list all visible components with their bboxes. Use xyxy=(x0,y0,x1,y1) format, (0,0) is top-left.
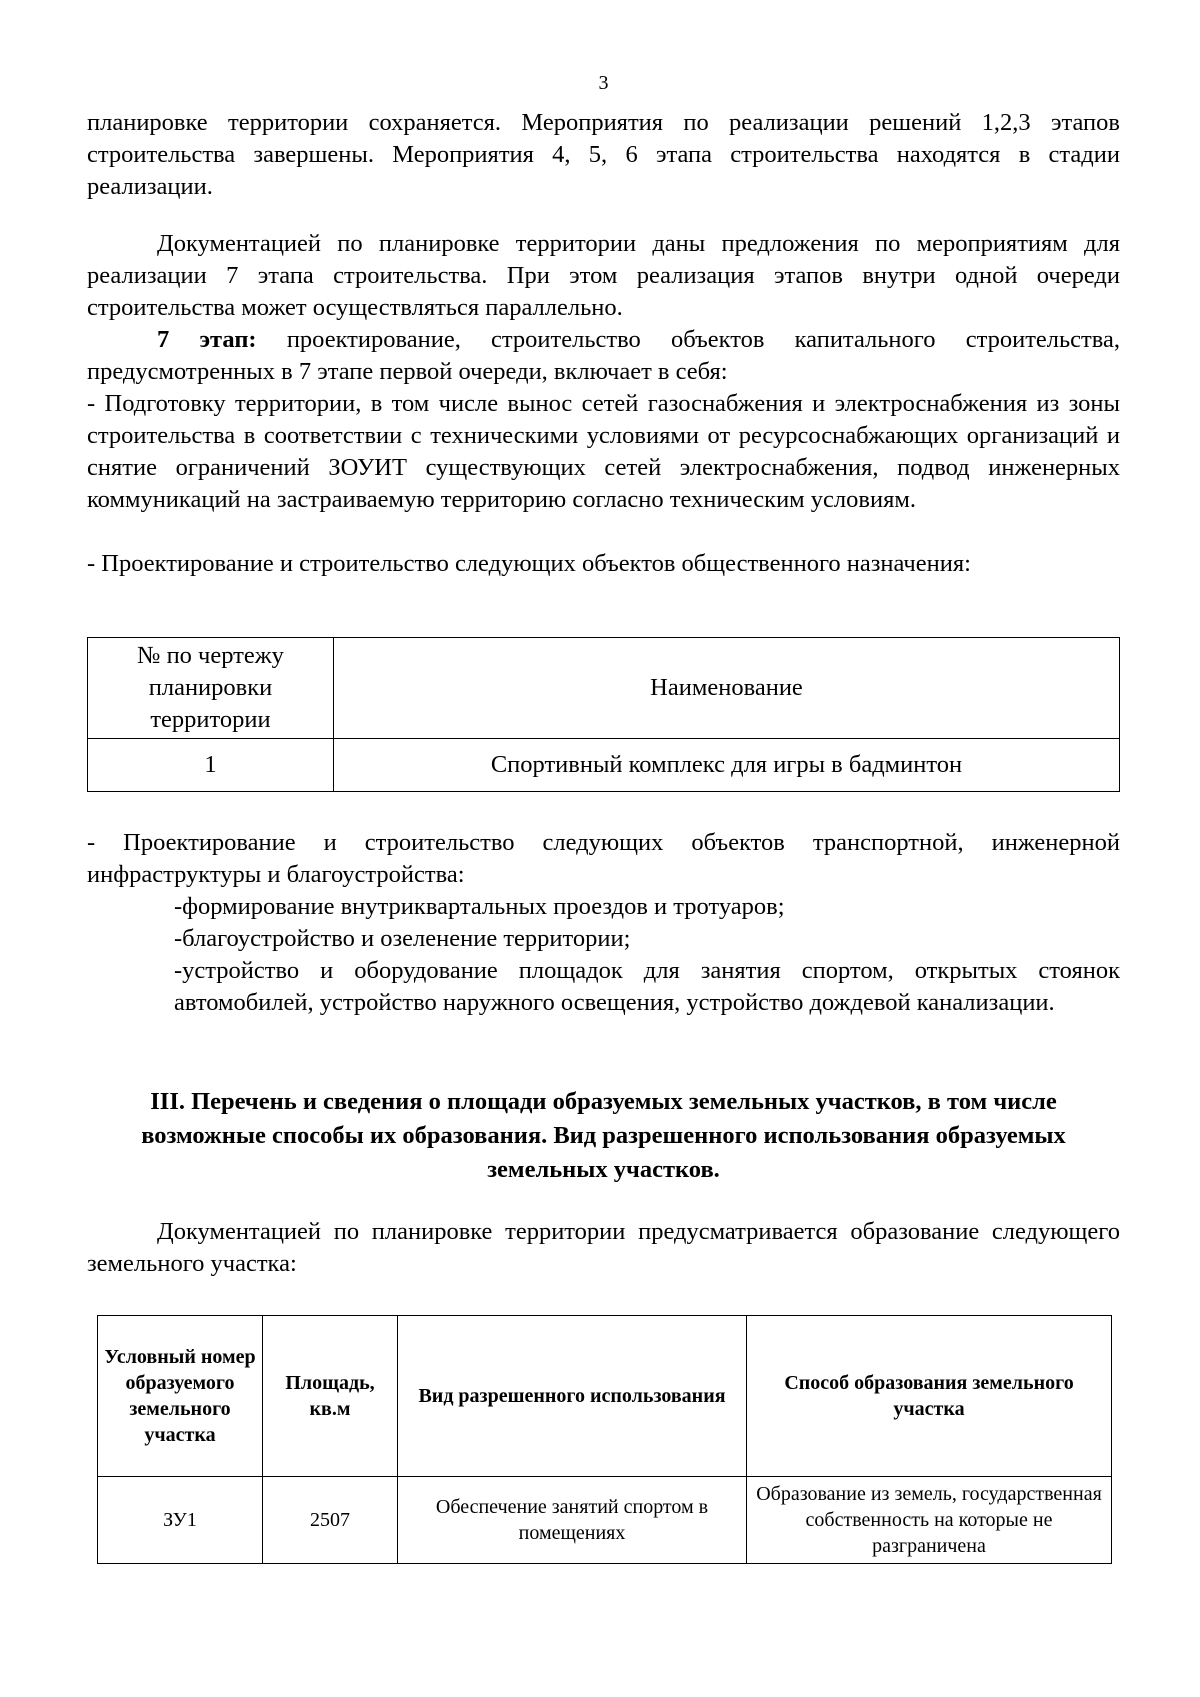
stage7-paragraph xyxy=(87,324,1120,388)
table-header-row xyxy=(88,638,1120,739)
table-cell-area: 2507 xyxy=(263,1477,398,1564)
sub-item-sports-grounds: -устройство и оборудование площадок для занятия спортом, открытых стоянок автомобилей, устройство наружного освещения, устройство дождевой канализации. xyxy=(174,957,1120,1016)
sub-item-landscaping: -благоустройство и озеленение территории; xyxy=(174,925,631,952)
table-cell-name: Спортивный комплекс для игры в бадминтон xyxy=(334,739,1120,792)
bullet-public-objects: - Проектирование и строительство следующих объектов общественного назначения: xyxy=(87,550,971,577)
table-cell-plot-number: ЗУ1 xyxy=(98,1477,263,1564)
table-cell-number: 1 xyxy=(88,739,334,792)
paragraph-3: Документацией по планировке территории предусматривается образование следующего земельного участка: xyxy=(87,1218,1120,1277)
table-header-permitted-use: Вид разрешенного использования xyxy=(398,1316,747,1477)
table-row xyxy=(88,739,1120,792)
stage7-text: проектирование, строительство объектов капитального строительства, предусмотренных в 7 этапе первой очереди, включает в себя: xyxy=(87,326,1120,385)
paragraph-2: Документацией по планировке территории даны предложения по мероприятиям для реализации 7 этапа строительства. При этом реализация этапов внутри одной очереди строительства может осуществляться параллельно. xyxy=(87,230,1120,321)
bullet-infrastructure: - Проектирование и строительство следующих объектов транспортной, инженерной инфраструктуры и благоустройства: xyxy=(87,829,1120,888)
table-header-formation-method: Способ образования земельного участка xyxy=(747,1316,1112,1477)
table-header-area: Площадь, кв.м xyxy=(263,1316,398,1477)
bullet-site-preparation: - Подготовку территории, в том числе вынос сетей газоснабжения и электроснабжения из зоны строительства в соответствии с техническими условиями от ресурсоснабжающих организаций и снятие ограничений ЗОУИТ существующих сетей электроснабжения, подвод инженерных коммуникаций на застраиваемую территорию согласно техническим условиям. xyxy=(87,390,1120,513)
table-header-plot-number: Условный номер образуемого земельного участка xyxy=(98,1316,263,1477)
public-objects-table xyxy=(87,637,1120,792)
table-header-name: Наименование xyxy=(334,638,1120,739)
sub-item-driveways: -формирование внутриквартальных проездов и тротуаров; xyxy=(174,893,785,920)
stage7-label: 7 этап: xyxy=(157,326,257,353)
table-cell-formation-method: Образование из земель, государственная собственность на которые не разграничена xyxy=(747,1477,1112,1564)
table-cell-permitted-use: Обеспечение занятий спортом в помещениях xyxy=(398,1477,747,1564)
section-heading: III. Перечень и сведения о площади образуемых земельных участков, в том числе возможные способы их образования. Вид разрешенного использования образуемых земельных участков. xyxy=(141,1088,1066,1183)
table-header-drawing-number: № по чертежу планировки территории xyxy=(88,638,334,739)
page-number: 3 xyxy=(598,72,609,94)
table-header-row xyxy=(98,1316,1112,1477)
paragraph-1: планировке территории сохраняется. Мероприятия по реализации решений 1,2,3 этапов строительства завершены. Мероприятия 4, 5, 6 этапа строительства находятся в стадии реализации. xyxy=(87,109,1120,200)
table-row xyxy=(98,1477,1112,1564)
land-plot-table xyxy=(97,1315,1112,1564)
